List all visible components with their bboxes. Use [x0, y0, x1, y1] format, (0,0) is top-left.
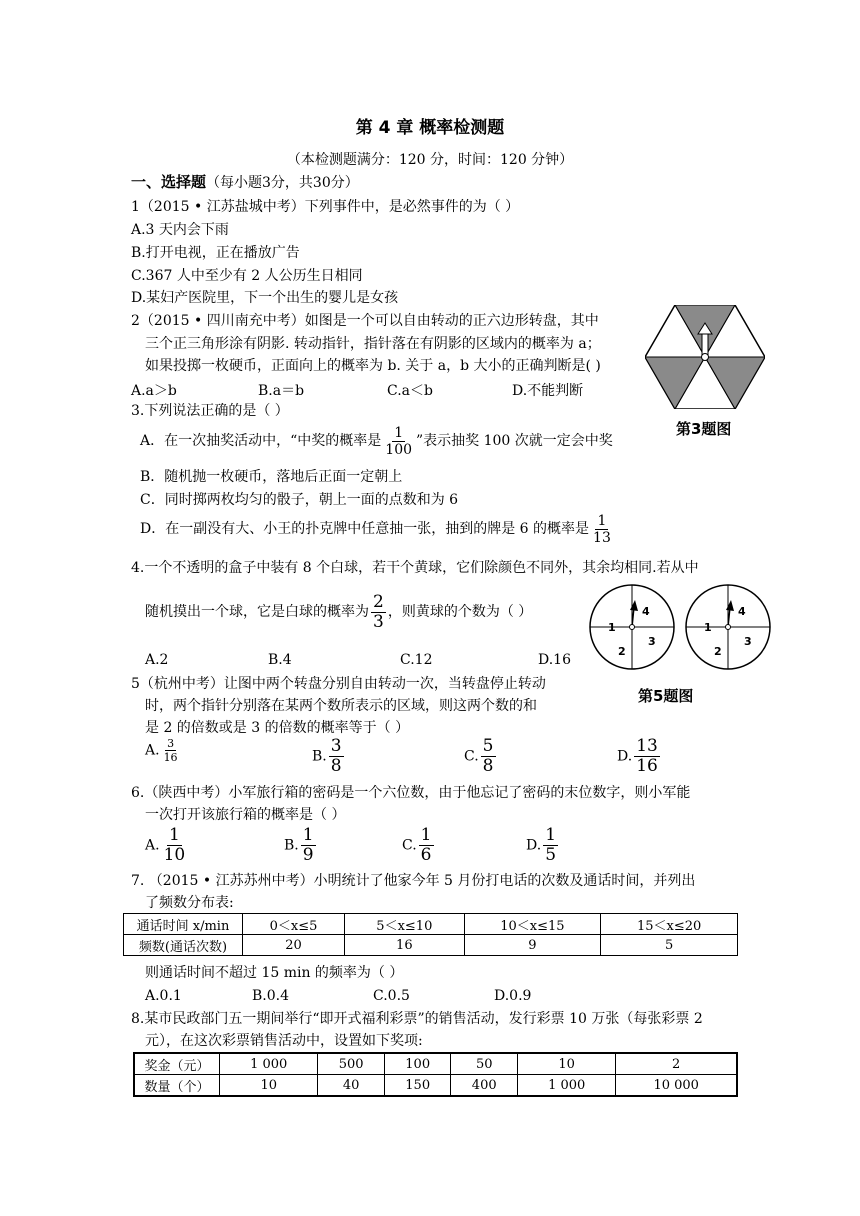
q6-option-c: C. $\frac{1}{6}$	[402, 825, 432, 865]
table-cell: 数量（个）	[134, 1075, 220, 1097]
fraction: $\frac{3}{16}$	[163, 737, 178, 764]
q7-option-d: D.0.9	[494, 988, 532, 1004]
q4-line-2: 随机摸出一个球，它是白球的概率为 $\frac{2}{3}$ ，则黄球的个数为（ ）	[145, 591, 533, 632]
q4-option-b: B.4	[268, 652, 292, 668]
q4-option-d: D.16	[538, 652, 571, 668]
section-title: 一、选择题	[131, 173, 207, 191]
sector-label: 4	[642, 605, 650, 618]
q7-option-a: A.0.1	[145, 988, 182, 1004]
q4-line-1: 4.一个不透明的盒子中装有 8 个白球，若干个黄球，它们除颜色不同外，其余均相同.若从中	[131, 560, 699, 576]
q1-option-a: A.3 天内会下雨	[131, 222, 229, 238]
sector-label: 2	[714, 645, 722, 658]
q2-option-a: A.a＞b	[131, 383, 177, 399]
q1-stem: 1（2015 • 江苏盐城中考）下列事件中，是必然事件的为（ ）	[131, 199, 520, 215]
fraction: $\frac{2}{3}$	[373, 591, 384, 632]
table-row	[134, 1053, 737, 1075]
table-cell: 1 000	[517, 1075, 615, 1097]
sector-label: 1	[608, 621, 616, 634]
q5-line-3: 是 2 的倍数或是 3 的倍数的概率等于（ ）	[145, 720, 410, 736]
q4-option-a: A.2	[145, 652, 169, 668]
fraction: $\frac{1}{10}$	[163, 825, 186, 865]
fraction: $\frac{1}{13}$	[593, 512, 611, 546]
table-cell: 2	[616, 1053, 737, 1075]
q3-option-d: D．在一副没有大、小王的扑克牌中任意抽一张，抽到的牌是 6 的概率是 $\frac{1}{13}$	[140, 512, 611, 546]
table-cell: 400	[451, 1075, 518, 1097]
fraction: $\frac{1}{100}$	[385, 424, 413, 458]
q2-line-3: 如果投掷一枚硬币，正面向上的概率为 b. 关于 a，b 大小的正确判断是( )	[145, 358, 601, 374]
prize-table	[133, 1052, 738, 1097]
sector-label: 3	[744, 635, 752, 648]
fraction: $\frac{1}{5}$	[545, 825, 557, 865]
q5-line-2: 时，两个指针分别落在某两个数所表示的区域，则这两个数的和	[145, 698, 537, 714]
q6-line-2: 一次打开该旅行箱的概率是（ ）	[145, 807, 346, 823]
q3-stem: 3.下列说法正确的是（ ）	[131, 403, 289, 419]
frequency-table	[123, 913, 738, 956]
fraction: $\frac{3}{8}$	[330, 736, 342, 776]
table-cell: 10 000	[616, 1075, 737, 1097]
table-cell: 16	[345, 935, 464, 956]
table-cell: 10	[517, 1053, 615, 1075]
section-heading	[131, 173, 359, 192]
q7-line-2: 了频数分布表:	[145, 895, 234, 911]
table-cell: 15＜x≤20	[601, 914, 738, 935]
q7-line-3: 则通话时间不超过 15 min 的频率为（ ）	[145, 965, 404, 981]
table-cell: 奖金（元）	[134, 1053, 220, 1075]
table-row	[124, 914, 738, 935]
q1-option-d: D.某妇产医院里，下一个出生的婴儿是女孩	[131, 290, 399, 306]
table-cell: 50	[451, 1053, 518, 1075]
spinner-right-figure	[684, 583, 772, 671]
figure-5-caption: 第5题图	[638, 687, 694, 705]
q7-option-b: B.0.4	[252, 988, 290, 1004]
table-cell: 频数(通话次数)	[124, 935, 243, 956]
sector-label: 1	[704, 621, 712, 634]
table-row	[124, 935, 738, 956]
table-cell: 150	[384, 1075, 451, 1097]
table-cell: 5	[601, 935, 738, 956]
section-note: （每小题3分，共30分）	[206, 175, 359, 191]
q5-option-c: C. $\frac{5}{8}$	[464, 736, 494, 776]
q7-line-1: 7. （2015 • 江苏苏州中考）小明统计了他家今年 5 月份打电话的次数及通话时间，并列出	[131, 873, 696, 889]
table-cell: 10＜x≤15	[464, 914, 601, 935]
table-cell: 20	[243, 935, 345, 956]
q1-option-b: B.打开电视，正在播放广告	[131, 245, 300, 261]
page-title: 第 4 章 概率检测题	[355, 118, 505, 138]
q2-line-2: 三个正三角形涂有阴影. 转动指针，指针落在有阴影的区域内的概率为 a；	[145, 336, 601, 352]
q3-option-c: C．同时掷两枚均匀的骰子，朝上一面的点数和为 6	[140, 492, 459, 508]
q5-option-b: B. $\frac{3}{8}$	[312, 736, 342, 776]
table-cell: 通话时间 x/min	[124, 914, 243, 935]
q6-option-b: B. $\frac{1}{9}$	[284, 825, 314, 865]
q8-line-2: 元），在这次彩票销售活动中，设置如下奖项:	[145, 1033, 423, 1049]
table-cell: 100	[384, 1053, 451, 1075]
table-cell: 0＜x≤5	[243, 914, 345, 935]
hexagon-spinner-figure	[645, 305, 765, 409]
q8-line-1: 8.某市民政部门五一期间举行“即开式福利彩票”的销售活动，发行彩票 10 万张（每张彩票 2	[131, 1011, 703, 1027]
q3-option-a: A．在一次抽奖活动中，“中奖的概率是 $\frac{1}{100}$ ”表示抽奖 100 次就一定会中奖	[140, 424, 613, 458]
q4-option-c: C.12	[400, 652, 433, 668]
q3-option-b: B．随机抛一枚硬币，落地后正面一定朝上	[140, 469, 403, 485]
q2-option-d: D.不能判断	[512, 383, 584, 399]
figure-3-caption: 第3题图	[676, 420, 732, 438]
sector-label: 2	[618, 645, 626, 658]
table-cell: 10	[220, 1075, 318, 1097]
table-cell: 1 000	[220, 1053, 318, 1075]
q6-option-a: A. $\frac{1}{10}$	[145, 825, 186, 865]
fraction: $\frac{1}{9}$	[302, 825, 314, 865]
table-cell: 40	[318, 1075, 385, 1097]
sector-label: 4	[738, 605, 746, 618]
fraction: $\frac{5}{8}$	[482, 736, 494, 776]
q1-option-c: C.367 人中至少有 2 人公历生日相同	[131, 268, 363, 284]
fraction: $\frac{13}{16}$	[636, 736, 658, 776]
spinner-left-figure	[588, 583, 676, 671]
q6-line-1: 6.（陕西中考）小军旅行箱的密码是一个六位数，由于他忘记了密码的末位数字，则小军能	[131, 785, 691, 801]
table-row	[134, 1075, 737, 1097]
page-subtitle: （本检测题满分：120 分，时间：120 分钟）	[286, 152, 574, 168]
q2-option-c: C.a＜b	[387, 383, 433, 399]
table-cell: 9	[464, 935, 601, 956]
q5-option-a: A. $\frac{3}{16}$	[145, 737, 178, 764]
table-cell: 500	[318, 1053, 385, 1075]
fraction: $\frac{1}{6}$	[420, 825, 432, 865]
q5-option-d: D. $\frac{13}{16}$	[617, 736, 658, 776]
q7-option-c: C.0.5	[373, 988, 410, 1004]
table-cell: 5＜x≤10	[345, 914, 464, 935]
q2-option-b: B.a＝b	[258, 383, 305, 399]
sector-label: 3	[648, 635, 656, 648]
q5-line-1: 5（杭州中考）让图中两个转盘分别自由转动一次，当转盘停止转动	[131, 676, 546, 692]
q2-line-1: 2（2015 • 四川南充中考）如图是一个可以自由转动的正六边形转盘，其中	[131, 313, 599, 329]
q6-option-d: D. $\frac{1}{5}$	[526, 825, 557, 865]
